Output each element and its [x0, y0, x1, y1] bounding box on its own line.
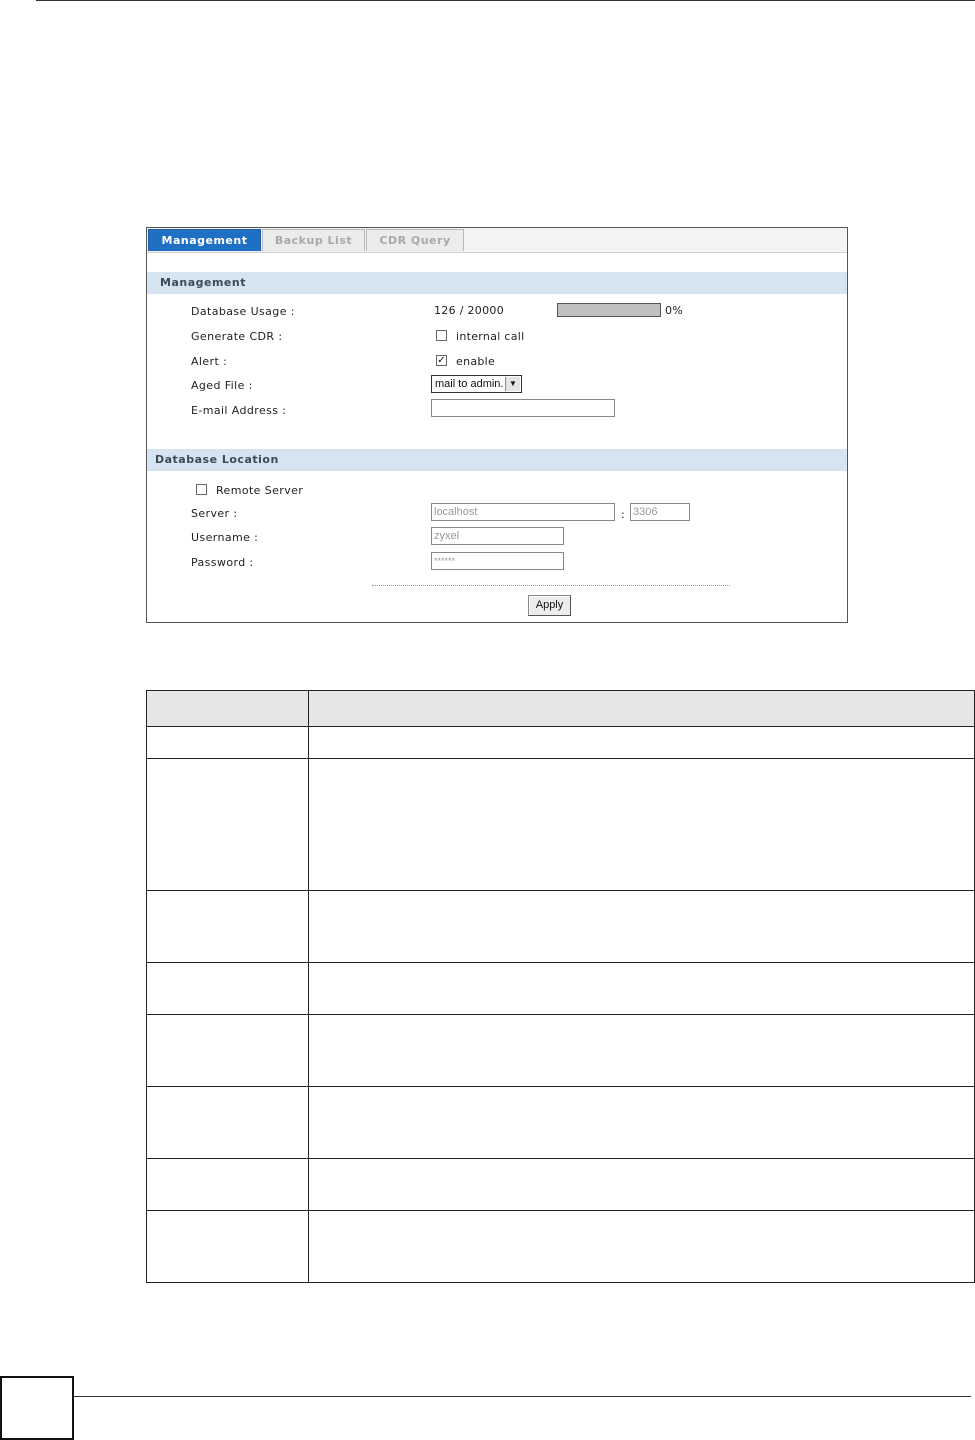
table-cell: [147, 1211, 309, 1283]
aged-file-label: Aged File :: [191, 379, 253, 392]
table-cell: [308, 727, 974, 759]
table-row: [147, 1087, 975, 1159]
table-cell: [147, 1159, 309, 1211]
aged-file-selected-value: mail to admin.: [435, 378, 504, 390]
remote-server-checkbox[interactable]: [196, 484, 207, 495]
table-row: [147, 1211, 975, 1283]
table-row: [147, 963, 975, 1015]
tab-management[interactable]: Management: [148, 229, 261, 251]
alert-label: Alert :: [191, 355, 228, 368]
port-input[interactable]: 3306: [630, 503, 690, 521]
table-cell: [308, 1087, 974, 1159]
aged-file-select[interactable]: [431, 375, 522, 393]
section-header-database-location: Database Location: [147, 449, 847, 471]
email-address-label: E-mail Address :: [191, 404, 287, 417]
footer-rule: [74, 1396, 971, 1397]
table-header-row: [147, 691, 975, 727]
section-header-management: Management: [147, 272, 847, 294]
server-label: Server :: [191, 507, 238, 520]
cdr-management-panel: [146, 227, 848, 623]
table-cell: [308, 1211, 974, 1283]
tab-cdr-query[interactable]: CDR Query: [366, 229, 464, 251]
email-address-input[interactable]: [431, 399, 615, 417]
database-usage-percent: 0%: [665, 304, 684, 317]
tab-backup-list[interactable]: Backup List: [262, 229, 365, 251]
table-cell: [308, 891, 974, 963]
database-usage-value: 126 / 20000: [434, 304, 504, 317]
apply-button[interactable]: Apply: [528, 595, 571, 616]
table-cell: [147, 759, 309, 891]
database-usage-progress-bar: [557, 303, 661, 317]
table-cell: [308, 963, 974, 1015]
table-row: [147, 727, 975, 759]
table-cell: [308, 759, 974, 891]
table-cell: [147, 891, 309, 963]
table-cell: [147, 1015, 309, 1087]
database-usage-label: Database Usage :: [191, 305, 295, 318]
username-input[interactable]: zyxel: [431, 527, 564, 545]
chevron-down-icon[interactable]: ▼: [505, 377, 520, 391]
table-cell: [308, 1159, 974, 1211]
table-cell: [147, 1087, 309, 1159]
table-cell: [308, 691, 974, 727]
server-input[interactable]: localhost: [431, 503, 615, 521]
internal-call-checkbox[interactable]: [436, 330, 447, 341]
page-top-rule: [36, 0, 975, 1]
table-cell: [308, 1015, 974, 1087]
username-label: Username :: [191, 531, 259, 544]
password-input[interactable]: ******: [431, 552, 564, 570]
field-description-table: [146, 690, 975, 1283]
remote-server-label: Remote Server: [216, 484, 304, 497]
generate-cdr-label: Generate CDR :: [191, 330, 283, 343]
password-label: Password :: [191, 556, 254, 569]
table-row: [147, 1159, 975, 1211]
table-row: [147, 891, 975, 963]
table-row: [147, 759, 975, 891]
alert-enable-label: enable: [456, 355, 496, 368]
table-row: [147, 1015, 975, 1087]
page-number-box: [0, 1376, 74, 1440]
table-cell: [147, 691, 309, 727]
tab-bar: [147, 228, 847, 253]
internal-call-label: internal call: [456, 330, 525, 343]
button-divider: [372, 585, 730, 586]
table-cell: [147, 727, 309, 759]
port-separator: :: [621, 508, 626, 521]
table-cell: [147, 963, 309, 1015]
alert-enable-checkbox[interactable]: ✓: [437, 355, 446, 366]
